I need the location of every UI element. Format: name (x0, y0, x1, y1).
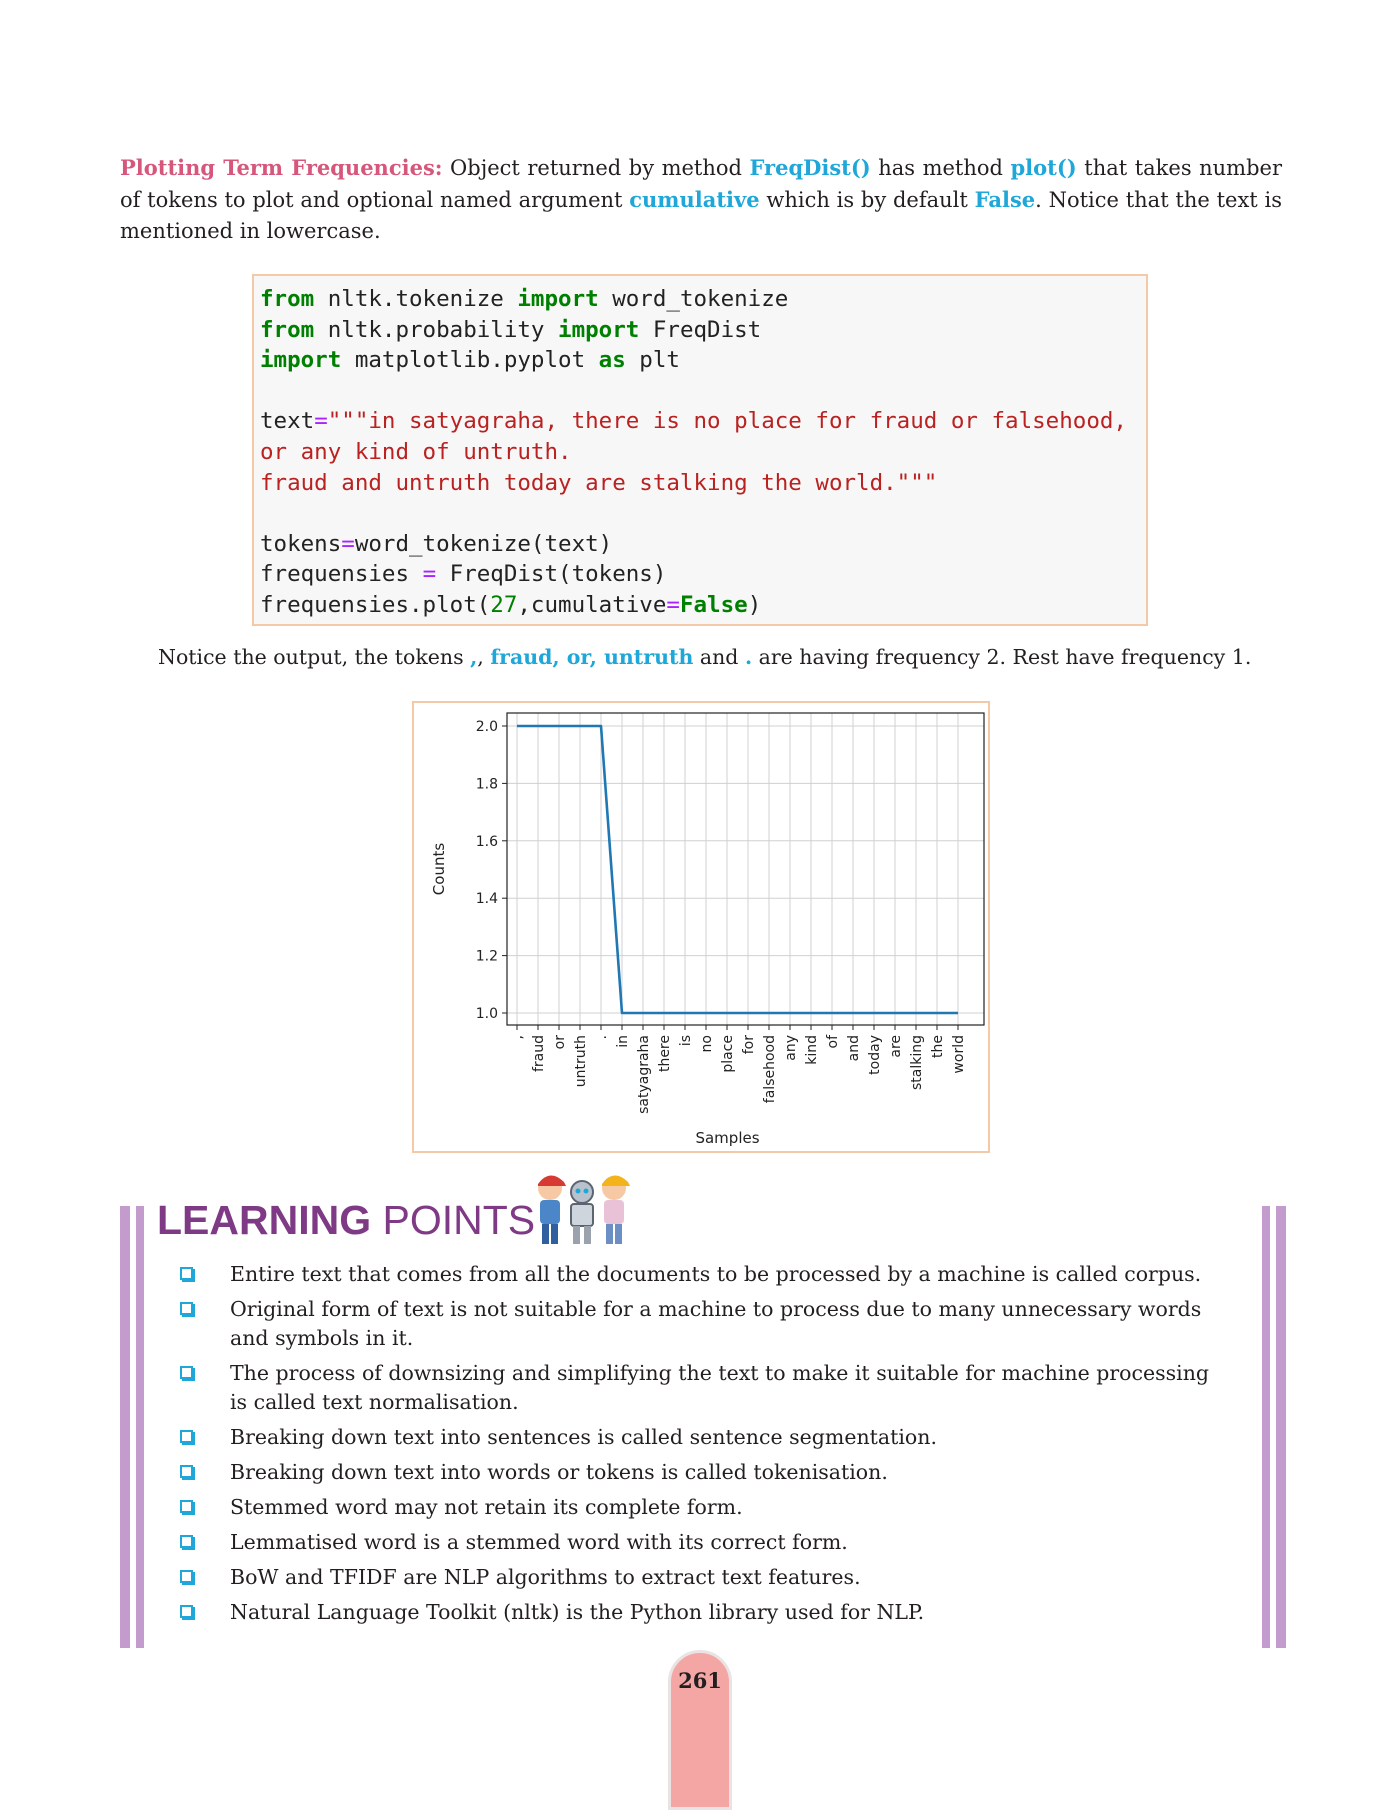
cumulative-term: cumulative (629, 187, 760, 212)
list-item-text: Lemmatised word is a stemmed word with its correct form. (230, 1530, 848, 1554)
code-line: fraud and untruth today are stalking the world.""" (260, 469, 938, 496)
list-item-text: Breaking down text into words or tokens is called tokenisation. (230, 1460, 888, 1484)
code-blank-line (260, 498, 1127, 529)
checkbox-bullet-icon (180, 1465, 193, 1478)
intro-text: that takes number of tokens to plot and optional named argument (120, 156, 1282, 212)
list-item (180, 1458, 1220, 1487)
list-item (180, 1260, 1220, 1289)
notice-paragraph (158, 642, 1288, 672)
title-bold: LEARNING (157, 1197, 372, 1243)
list-item (180, 1598, 1220, 1627)
plot-term: plot() (1010, 155, 1077, 180)
page-number: 261 (678, 1668, 722, 1693)
y-tick-label: 1.2 (475, 948, 498, 965)
code-line: text="""in satyagraha, there is no place for fraud or falsehood, (260, 408, 1127, 435)
code-blank-line (260, 376, 1127, 407)
list-item-text: Stemmed word may not retain its complete form. (230, 1495, 743, 1519)
checkbox-bullet-icon (180, 1430, 193, 1443)
intro-text: Object returned by method (442, 156, 750, 180)
y-tick-label: 1.4 (475, 891, 498, 908)
x-tick-label: or (552, 1035, 568, 1050)
intro-text: . Notice that the text is mentioned in lowercase. (120, 188, 1282, 243)
x-tick-label: falsehood (762, 1035, 778, 1104)
y-tick-label: 2.0 (475, 719, 498, 735)
x-tick-label: fraud (531, 1035, 547, 1073)
code-block (252, 274, 1148, 626)
x-tick-label: the (930, 1035, 946, 1058)
code-line: import matplotlib.pyplot as plt (260, 347, 680, 374)
code-line: or any kind of untruth. (260, 438, 572, 465)
x-tick-label: today (867, 1035, 883, 1075)
notice-text: and (693, 645, 745, 669)
list-item-text: BoW and TFIDF are NLP algorithms to extract text features. (230, 1565, 861, 1589)
frequent-tokens: fraud, or, untruth (490, 645, 694, 669)
x-tick-label: is (678, 1035, 694, 1047)
code-line: frequensies.plot(27,cumulative=False) (260, 591, 762, 618)
x-tick-label: , (510, 1035, 526, 1040)
y-tick-label: 1.8 (475, 776, 498, 793)
dot-token: . (744, 645, 753, 669)
checkbox-bullet-icon (180, 1267, 193, 1280)
x-tick-label: any (783, 1035, 799, 1061)
x-tick-label: kind (804, 1035, 820, 1065)
chart-svg (414, 703, 988, 1151)
intro-text: which is by default (759, 188, 975, 212)
intro-text: has method (870, 156, 1011, 180)
left-border-bar (120, 1206, 130, 1648)
x-tick-label: and (846, 1035, 862, 1062)
notice-text: are having frequency 2. Rest have frequency 1. (752, 645, 1252, 669)
code-line: frequensies = FreqDist(tokens) (260, 561, 667, 588)
x-tick-label: place (720, 1035, 736, 1073)
code-line: tokens=word_tokenize(text) (260, 530, 613, 557)
x-tick-label: untruth (573, 1035, 589, 1088)
list-item-text: Natural Language Toolkit (nltk) is the Python library used for NLP. (230, 1600, 925, 1624)
x-tick-label: . (594, 1035, 610, 1040)
frequency-chart (412, 701, 990, 1153)
learning-points-list (180, 1260, 1220, 1633)
plot-area-frame (507, 713, 984, 1025)
list-item (180, 1423, 1220, 1452)
x-tick-label: world (951, 1035, 967, 1074)
list-item (180, 1528, 1220, 1557)
checkbox-bullet-icon (180, 1366, 193, 1379)
checkbox-bullet-icon (180, 1535, 193, 1548)
x-tick-label: there (657, 1035, 673, 1073)
learning-points-title (157, 1196, 535, 1244)
y-tick-label: 1.0 (475, 1006, 498, 1022)
freqdist-term: FreqDist() (749, 155, 871, 180)
list-item (180, 1359, 1220, 1417)
intro-paragraph (120, 152, 1282, 247)
x-tick-label: stalking (909, 1035, 925, 1091)
y-tick-label: 1.6 (475, 833, 498, 850)
x-tick-label: in (615, 1035, 631, 1048)
x-tick-label: for (741, 1035, 757, 1055)
x-tick-label: are (888, 1035, 904, 1058)
false-term: False (974, 187, 1036, 212)
notice-text: Notice the output, the tokens (158, 645, 471, 669)
kids-robot-icon (530, 1166, 634, 1250)
list-item-text: The process of downsizing and simplifying the text to make it suitable for machine processing is called text normalisation. (230, 1361, 1210, 1414)
title-rest: POINTS (371, 1197, 536, 1243)
x-tick-label: of (825, 1035, 841, 1049)
x-tick-label: no (699, 1035, 715, 1053)
checkbox-bullet-icon (180, 1570, 193, 1583)
right-border-bar (1262, 1206, 1270, 1648)
list-item-text: Entire text that comes from all the documents to be processed by a machine is called corpus. (230, 1262, 1202, 1286)
x-tick-label: satyagraha (636, 1035, 652, 1114)
code-line: from nltk.tokenize import word_tokenize (260, 286, 789, 312)
checkbox-bullet-icon (180, 1500, 193, 1513)
list-item (180, 1295, 1220, 1353)
list-item (180, 1493, 1220, 1522)
section-heading: Plotting Term Frequencies: (120, 155, 443, 180)
comma-token: , (470, 645, 478, 669)
data-series-line (517, 726, 958, 1013)
checkbox-bullet-icon (180, 1605, 193, 1618)
left-border-bar (136, 1206, 144, 1648)
right-border-bar (1276, 1206, 1286, 1648)
notice-text: , (477, 645, 491, 669)
checkbox-bullet-icon (180, 1302, 193, 1315)
list-item-text: Breaking down text into sentences is called sentence segmentation. (230, 1425, 937, 1449)
x-axis-label: Samples (695, 1129, 760, 1147)
list-item (180, 1563, 1220, 1592)
y-axis-label: Counts (430, 842, 448, 896)
list-item-text: Original form of text is not suitable for a machine to process due to many unnecessary words and symbols in it. (230, 1297, 1202, 1350)
code-line: from nltk.probability import FreqDist (260, 316, 762, 343)
